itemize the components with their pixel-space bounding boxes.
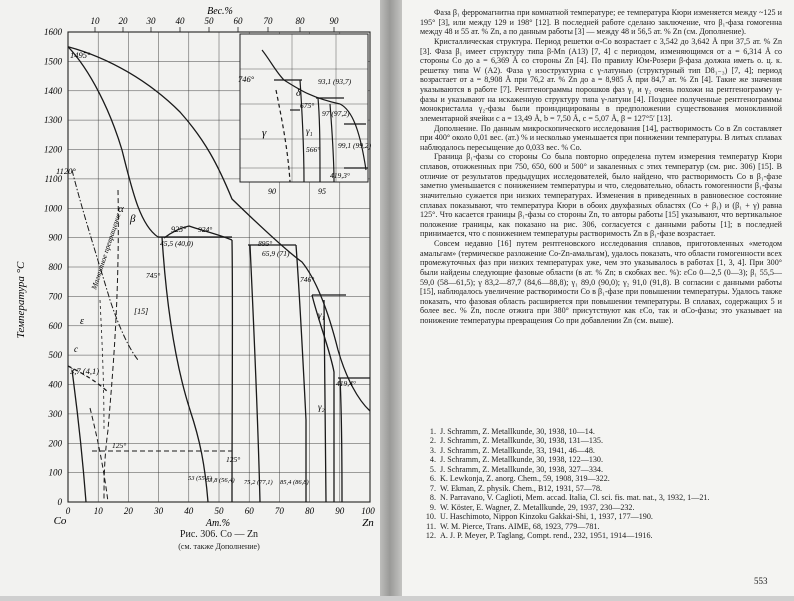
reference-item: 1. J. Schramm, Z. Metallkunde, 30, 1938, 10—14. — [429, 427, 595, 436]
svg-text:90: 90 — [329, 16, 339, 26]
svg-text:60: 60 — [244, 506, 254, 516]
label-95: 95 — [318, 187, 326, 196]
left-page — [0, 0, 380, 596]
bottom-axis-labels — [66, 506, 376, 516]
svg-text:10: 10 — [93, 506, 103, 516]
label-1120: 1120° — [56, 166, 76, 176]
svg-text:10: 10 — [90, 16, 100, 26]
caption-subtitle: (см. также Дополнение) — [178, 541, 260, 551]
reference-item: 3. J. Schramm, Z. Metallkunde, 33, 1941, 46—48. — [429, 445, 595, 455]
diagram-annotations — [56, 50, 372, 486]
element-zn: Zn — [362, 517, 374, 529]
label-53: 53 (55,5) — [188, 475, 212, 482]
element-co: Co — [53, 515, 67, 527]
svg-text:0: 0 — [65, 506, 71, 516]
reference-item: 12. A. J. P. Meyer, P. Taglang, Compt. rend., 232, 1951, 1914—1916. — [425, 531, 653, 541]
y-tick: 300 — [48, 408, 62, 419]
label-gamma1-mid: γ₁ — [318, 310, 325, 320]
y-tick: 900 — [48, 232, 62, 243]
y-tick: 1000 — [44, 203, 62, 214]
bottom-axis-title: Ат.% — [205, 518, 231, 529]
figure-caption — [104, 528, 334, 552]
label-895: 895° — [258, 239, 273, 248]
label-746-top: 746° — [238, 74, 255, 84]
label-delta: δ — [296, 88, 301, 99]
paragraph-structure: Кристаллическая структура. Период решетки α-Со возрастает с 3,542 до 3,642 Å при 37,5 ат. % Zn [3]. Фаза β₁ имеет структуру типа β-Mn (A13) [7, 4] с периодом, изменяющимся от а = 6,314 Å со стороны Со до а = 6,369 Å со стороны Zn [4]. По правилу Юм-Розери β-фаза должна иметь о. ц. к. решетку типа W (A2). Фаза γ изоструктурна с γ-латунью (структурный тип D8₁₋₃) [7, 4]; период возрастает от а = 8,908 Å при 76,2 ат. % Zn до а = 8,985 Å при 84,7 ат. % Zn [4]. Такие же значения указываются в работе [7]. Рентгенограммы порошков фаз γ₁ и γ₂ очень похожи на рентгенограмму γ-фазы и указывают на искаженную структуру типа γ-латуни [4]. Позднее полученные рентгенограммы монокристалла γ₂-фазы были проиндицированы в предположении существования моноклинной элементарной ячейки с а = 13,49 Å, b = 7,50 Å, с = 5,07 Å, β = 127°5′ [13]. — [420, 36, 782, 123]
y-axis-ticks — [44, 27, 63, 507]
y-tick: 1100 — [44, 173, 62, 184]
label-45-5: 45,5 (40,0) — [160, 239, 194, 248]
y-tick: 600 — [48, 320, 62, 331]
reference-item: 11. W. M. Pierce, Trans. AIME, 68, 1923, 779—781. — [426, 521, 600, 531]
label-1495: 1495° — [70, 50, 91, 60]
label-53-8: 53,8 (56,4) — [206, 477, 235, 484]
reference-item: 8. N. Parravano, V. Caglioti, Mem. accad. Italia, Cl. sci. fis. mat. nat., 3, 1932, 1—21. — [429, 493, 710, 503]
label-ref15: [15] — [134, 307, 149, 316]
label-magnetic: Магнитное превращение — [89, 211, 123, 291]
label-3-7: 3,7 (4,1) — [70, 366, 100, 376]
reference-item: 7. W. Ekman, Z. physik. Chem., B12, 1931, 57—78. — [429, 483, 603, 493]
y-tick: 1500 — [44, 56, 62, 67]
label-beta: β — [130, 213, 136, 225]
reference-item: 6. K. Lewkonja, Z. anorg. Chem., 59, 1908, 319—322. — [429, 474, 610, 484]
reference-item: 2. J. Schramm, Z. Metallkunde, 30, 1938, 131—135. — [429, 436, 603, 446]
svg-text:50: 50 — [214, 506, 224, 516]
label-alpha: α — [118, 203, 124, 215]
page-number: 553 — [754, 576, 768, 586]
label-746-mid: 746° — [300, 275, 315, 284]
y-tick: 1200 — [44, 144, 62, 155]
reference-item: 5. J. Schramm, Z. Metallkunde, 30, 1938, 327—334. — [429, 464, 603, 474]
label-419-3-top: 419,3° — [330, 171, 350, 180]
y-tick: 800 — [48, 262, 62, 272]
svg-text:50: 50 — [204, 16, 214, 26]
label-85-4: 85,4 (86,8) — [280, 479, 309, 486]
paragraph-boundary: Граница β₁-фазы со стороны Со была повторно определена путем измерения температур Кюри сплавов, отожженных при 750, 650, 600 и 500° и закаленных с этих температур (см. рис. 306) [15]. В отличие от результатов предыдущих исследователей, было найдено, что растворимость Со в β₁-фазе заметно уменьшается с понижением температуры и что, следовательно, область гомогенности β₁-фазы значительно сужается при низких температурах. Изменения в приведенных в равновесное состояние сплавах показывают, что температура Кюри в обоих двухфазных областях (Co + β₁) и (β₁ + γ) равна 125°. Что касается границы β₁-фазы со стороны Zn, то авторы работы [15] указывают, что вертикальное положение границы, как показано на рис. 306, согласуется с данными работы [1]; в последней принимается, что с понижением температуры растворимость Zn в β₁-фазе возрастает. — [420, 152, 782, 239]
y-axis-label: Температура °С — [15, 261, 27, 339]
reference-item: 10. U. Haschimoto, Nippon Kinzoku Gakkai-Shi, 1, 1937, 177—190. — [425, 512, 653, 522]
top-axis-labels — [91, 16, 340, 26]
label-gamma1-top: γ₁ — [306, 126, 313, 136]
svg-text:80: 80 — [295, 16, 305, 26]
paragraph-supplement: Дополнение. По данным микроскопического исследования [14], растворимость Со в Zn составляет при 400° около 0,01 вес. (ат.) % и несколько уменьшается при понижении температуры. В литых сплавах наблюдалось пересыщение до 0,033 вес. % Со. — [420, 123, 782, 152]
y-tick: 400 — [48, 379, 62, 390]
label-745: 745° — [146, 271, 161, 280]
paragraph-amalgam: Совсем недавно [16] путем рентгеновского исследования сплавов, приготовленных «методом амальгам» (термическое разложение Co-Zn-амальгам), удалось показать, что области гомогенности всех промежуточных фаз при низких температурах уже, чем это указывалось в работах [1, 3, 4]. При 300° были найдены следующие фазовые области (в ат. % Zn; в скобках вес. %): εCo 0—2,5 (0—3); β₁ 55,5—59,0 (58—61,5); γ 83,2—87,7 (84,6—88,8); γ₁ 89,0 (90,0); γ₂ 91,0 (91,8). В согласии с данными работы [15], наблюдалось увеличение растворимости Со в β₁-фазе при повышении температуры. Удалось также показать, что фазовая область расширяется при повышении температуры. В сплавах, содержащих 5 и более вес. % Zn, после отжига при 380° присутствуют как εCo, так и αCo-фазы; это указывает на понижение температуры превращения Со при добавлении Zn (см. выше). — [420, 239, 782, 325]
svg-text:20: 20 — [118, 16, 128, 26]
svg-text:60: 60 — [233, 16, 243, 26]
y-tick: 500 — [48, 350, 62, 361]
y-tick: 200 — [48, 438, 62, 449]
svg-text:90: 90 — [335, 506, 345, 516]
label-gamma: γ — [262, 127, 267, 139]
label-924: 924° — [198, 225, 213, 234]
svg-text:20: 20 — [123, 506, 133, 516]
label-125-right: 125° — [226, 455, 241, 464]
label-93-1: 93,1 (93,7) — [318, 77, 352, 86]
paragraph-beta1: Фаза β₁ ферромагнитна при комнатной температуре; ее температура Кюри изменяется между ~125 и 195° [3], или между 129 и 198° [12]. В последней работе сделано заключение, что β₁-фаза гомогенна между 48 и 55 ат. % Zn, а по данным работы [3] — между 48 и 56,5 ат. % Zn (см. Дополнение). — [420, 8, 782, 37]
reference-list — [422, 427, 784, 541]
svg-text:40: 40 — [175, 16, 185, 26]
svg-text:40: 40 — [184, 506, 194, 516]
svg-text:100: 100 — [361, 506, 375, 516]
top-axis-ticks — [95, 27, 334, 32]
y-tick: 1600 — [44, 27, 62, 37]
svg-text:70: 70 — [274, 506, 284, 516]
y-tick: 0 — [57, 497, 62, 507]
label-eps: ε — [80, 316, 84, 327]
label-65-9: 65,9 (71) — [262, 249, 290, 258]
label-90: 90 — [268, 187, 276, 196]
label-c: c — [74, 344, 78, 354]
label-419-4: 419,4° — [336, 379, 356, 388]
label-97: 97 (97,2) — [322, 109, 350, 118]
caption-title: Рис. 306. Co — Zn — [179, 529, 259, 540]
svg-text:80: 80 — [305, 506, 315, 516]
book-gutter — [380, 0, 402, 596]
y-tick: 1300 — [44, 115, 62, 126]
svg-text:70: 70 — [263, 16, 273, 26]
label-gamma2: γ₂ — [318, 402, 325, 412]
svg-text:30: 30 — [146, 16, 156, 26]
reference-item: 4. J. Schramm, Z. Metallkunde, 30, 1938, 122—130. — [429, 455, 603, 465]
label-566: 566° — [306, 145, 321, 154]
label-925: 925° — [171, 225, 187, 234]
label-99-1: 99,1 (99,2) — [338, 141, 372, 150]
label-675: 675° — [300, 101, 315, 110]
y-tick: 100 — [48, 467, 62, 478]
y-tick: 700 — [48, 291, 62, 302]
reference-item: 9. W. Köster, E. Wagner, Z. Metallkunde, 29, 1937, 230—232. — [429, 502, 635, 512]
top-axis-title: Вес.% — [207, 6, 233, 17]
text-block — [420, 8, 782, 326]
phase-diagram — [0, 0, 380, 596]
label-125-left: 125° — [112, 441, 127, 450]
svg-text:30: 30 — [154, 506, 164, 516]
y-tick: 1400 — [44, 85, 62, 96]
label-75-2: 75,2 (77,1) — [244, 479, 273, 486]
